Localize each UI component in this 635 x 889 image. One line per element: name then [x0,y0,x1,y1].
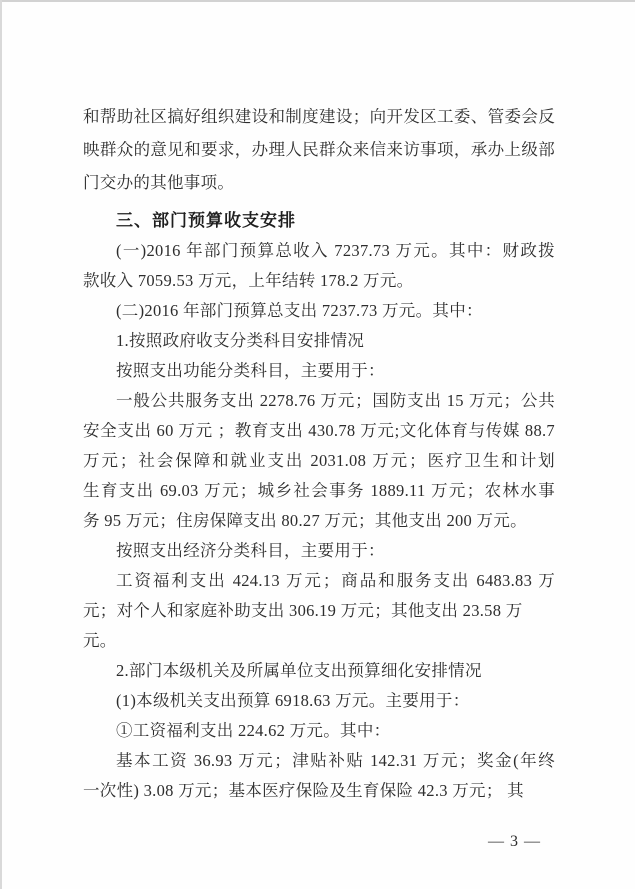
paragraph-total-income [83,236,555,296]
text-line: 映群众的意见和要求，办理人民群众来信来访事项，承办上级部 [83,140,555,159]
text-line: (一)2016 年部门预算总收入 7237.73 万元。其中：财政拨 [116,241,555,260]
text-line: 按照支出经济分类科目，主要用于： [116,541,385,560]
paragraph-functional-intro [83,356,555,386]
page-number: — 3 — [488,833,541,850]
paragraph-salary-detail [83,746,555,806]
text-line: 基本工资 36.93 万元；津贴补贴 142.31 万元；奖金(年终 [116,751,555,770]
paragraph-item-1 [83,326,555,356]
section-heading: 三、部门预算收支安排 [116,211,296,230]
text-line: 安全支出 60 万元 ；教育支出 430.78 万元;文化体育与传媒 88.7 [83,421,555,440]
paragraph-functional-detail [83,386,555,536]
text-line: 1.按照政府收支分类科目安排情况 [116,331,365,350]
text-line: 和帮助社区搞好组织建设和制度建设；向开发区工委、管委会反 [83,107,555,126]
text-line: 务 95 万元；住房保障支出 80.27 万元；其他支出 200 万元。 [83,511,527,530]
paragraph-item-2 [83,656,555,686]
text-line: 2.部门本级机关及所属单位支出预算细化安排情况 [116,661,482,680]
text-line: 门交办的其他事项。 [83,173,235,192]
paragraph-economic-intro [83,536,555,566]
paragraph-sub-1 [83,686,555,716]
paragraph-total-expenditure [83,296,555,326]
paragraph-salary-welfare [83,716,555,746]
text-line: (1)本级机关支出预算 6918.63 万元。主要用于： [116,691,470,710]
text-line: 一次性) 3.08 万元；基本医疗保险及生育保险 42.3 万元； 其 [83,781,524,800]
text-line: 工资福利支出 424.13 万元；商品和服务支出 6483.83 万 [116,571,555,590]
text-line: 万元；社会保障和就业支出 2031.08 万元；医疗卫生和计划 [83,451,555,470]
text-line: 款收入 7059.53 万元，上年结转 178.2 万元。 [83,271,414,290]
text-line: (二)2016 年部门预算总支出 7237.73 万元。其中： [116,301,483,320]
text-line: ①工资福利支出 224.62 万元。其中： [116,721,391,740]
text-line: 按照支出功能分类科目，主要用于： [116,361,385,380]
paragraph-continuation [83,100,555,199]
paragraph-economic-detail [83,566,555,656]
text-line: 一般公共服务支出 2278.76 万元；国防支出 15 万元；公共 [116,391,555,410]
text-line: 生育支出 69.03 万元；城乡社会事务 1889.11 万元；农林水事 [83,481,555,500]
text-line: 元；对个人和家庭补助支出 306.19 万元；其他支出 23.58 万元。 [83,601,523,650]
document-body [83,100,555,857]
